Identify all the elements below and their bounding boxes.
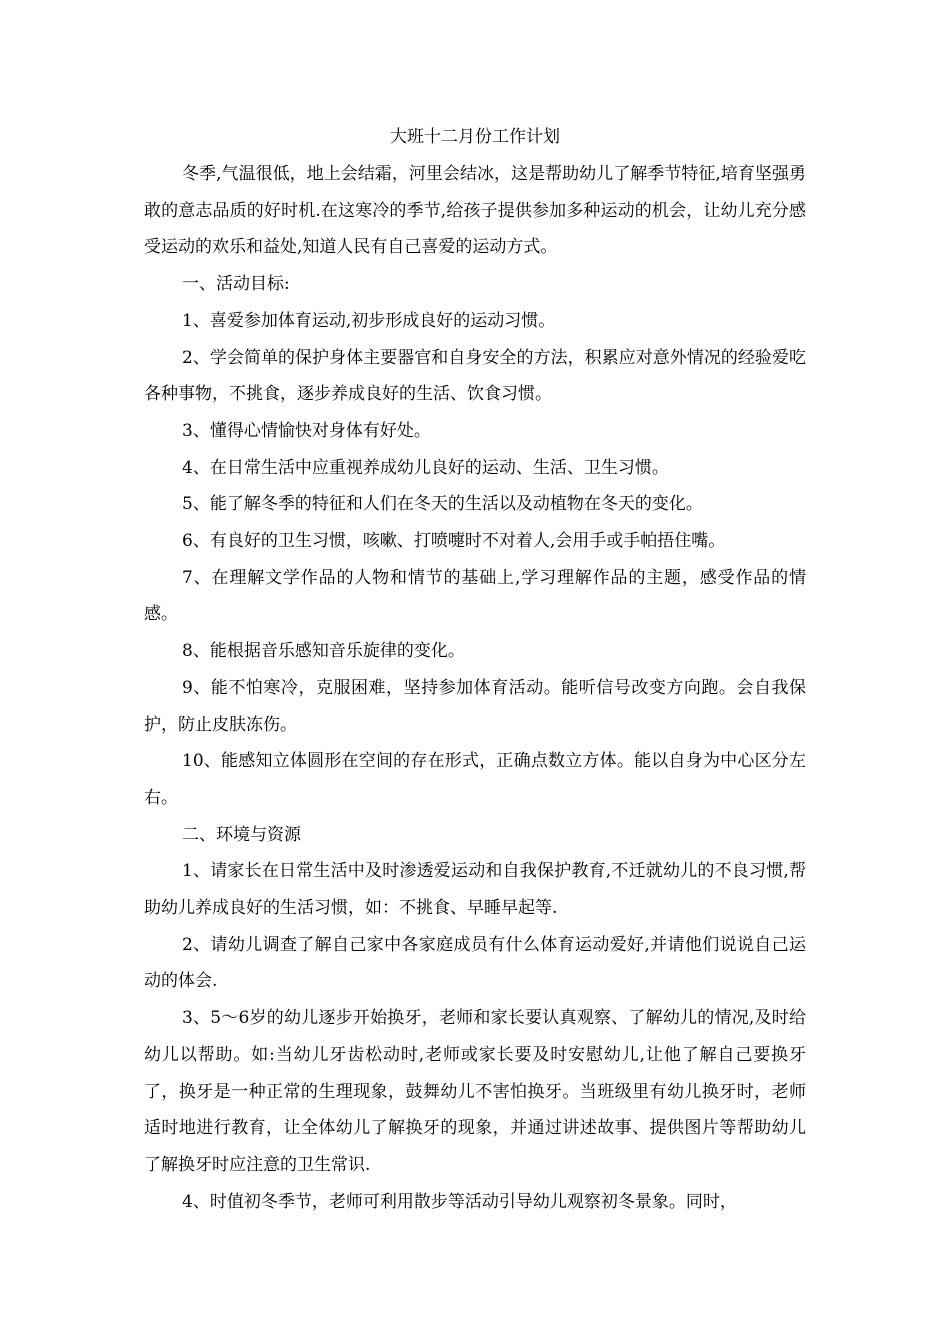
goal-item-9: 9、能不怕寒冷，克服困难，坚持参加体育活动。能听信号改变方向跑。会自我保护，防止皮肤冻伤。 [144,677,806,735]
intro-paragraph: 冬季,气温很低，地上会结霜，河里会结冰，这是帮助幼儿了解季节特征,培育坚强勇敢的意志品质的好时机.在这寒冷的季节,给孩子提供参加多种运动的机会，让幼儿充分感受运动的欢乐和益处,知道人民有自己喜爱的运动方式。 [144,164,806,258]
environment-item-3: 3、5～6岁的幼儿逐步开始换牙，老师和家长要认真观察、了解幼儿的情况,及时给幼儿以帮助。如:当幼儿牙齿松动时,老师或家长要及时安慰幼儿,让他了解自己要换牙了，换牙是一种正常的生理现象，鼓舞幼儿不害怕换牙。当班级里有幼儿换牙时，老师适时地进行教育，让全体幼儿了解换牙的现象，并通过讲述故事、提供图片等帮助幼儿了解换牙时应注意的卫生常识. [144,1008,806,1175]
environment-item-4: 4、时值初冬季节，老师可利用散步等活动引导幼儿观察初冬景象。同时， [182,1191,737,1212]
goal-item-8: 8、能根据音乐感知音乐旋律的变化。 [182,641,465,662]
goal-item-2: 2、学会简单的保护身体主要器官和自身安全的方法，积累应对意外情况的经验爱吃各种事物，不挑食，逐步养成良好的生活、饮食习惯。 [144,347,806,405]
goal-item-1: 1、喜爱参加体育运动,初步形成良好的运动习惯。 [182,310,556,331]
document-title: 大班十二月份工作计划 [390,127,560,147]
document-page [144,118,806,1220]
section-heading-environment: 二、环境与资源 [182,824,301,845]
environment-item-2: 2、请幼儿调查了解自己家中各家庭成员有什么体育运动爱好,并请他们说说自己运动的体会. [144,934,806,992]
goal-item-10: 10、能感知立体圆形在空间的存在形式，正确点数立方体。能以自身为中心区分左右。 [144,751,806,808]
goal-item-7: 7、在理解文学作品的人物和情节的基础上,学习理解作品的主题，感受作品的情感。 [144,567,806,625]
goal-item-5: 5、能了解冬季的特征和人们在冬天的生活以及动植物在冬天的变化。 [182,494,703,515]
environment-item-1: 1、请家长在日常生活中及时渗透爱运动和自我保护教育,不迁就幼儿的不良习惯,帮助幼儿养成良好的生活习惯，如：不挑食、早睡早起等. [144,861,806,919]
goal-item-3: 3、懂得心情愉快对身体有好处。 [182,420,431,441]
section-heading-goals: 一、活动目标: [182,274,290,295]
goal-item-6: 6、有良好的卫生习惯，咳嗽、打喷嚏时不对着人,会用手或手帕捂住嘴。 [182,531,726,552]
goal-item-4: 4、在日常生活中应重视养成幼儿良好的运动、生活、卫生习惯。 [182,457,669,478]
